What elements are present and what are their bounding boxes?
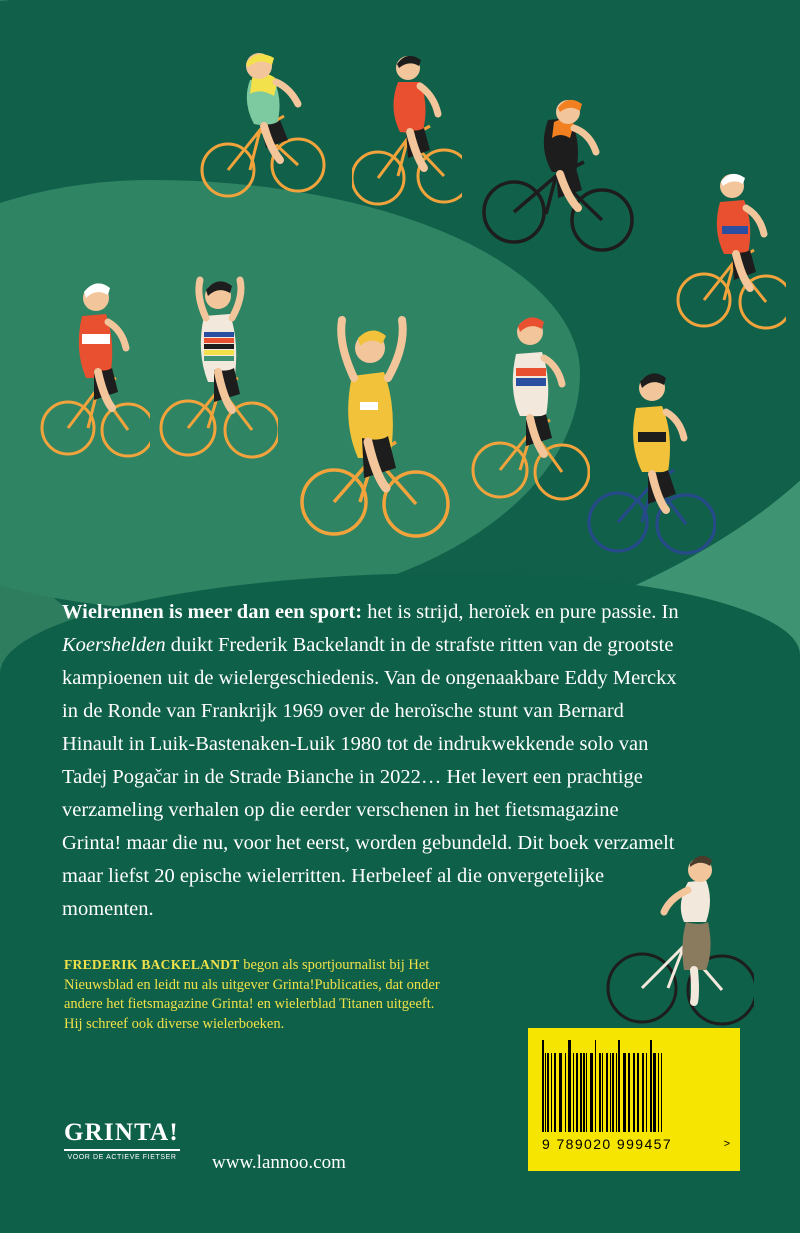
rider-orange-black-icon bbox=[482, 84, 642, 259]
grinta-logo bbox=[64, 1120, 180, 1161]
rider-red-right-icon bbox=[676, 150, 786, 340]
barcode-number: 9 789020 999457 bbox=[542, 1136, 672, 1152]
rider-yellow-jersey-arms-up-icon bbox=[292, 284, 452, 554]
grinta-logo-tagline: VOOR DE ACTIEVE FIETSER bbox=[67, 1154, 177, 1161]
author-name: FREDERIK BACKELANDT bbox=[64, 957, 240, 972]
blurb-book-title: Koershelden bbox=[62, 634, 166, 656]
author-bio-text: begon als sportjournalist bij Het Nieuwsblad en leidt nu als uitgever Grinta!Publicaties, dat onder andere het fietsmagazine Grinta! en wielerblad Titanen uitgeeft. Hij schreef ook diverse wielerboeken. bbox=[64, 957, 440, 1032]
rider-dutch-jersey-icon bbox=[470, 288, 590, 508]
blurb-part-2: duikt Frederik Backelandt in de strafste ritten van de grootste kampioenen uit de wielergeschiedenis. Van de ongenaakbare Eddy Merckx in de Ronde van Frankrijk 1969 over de heroïsche stunt van Bernard Hinault in Luik-Bastenaken-Luik 1980 tot de indrukwekkende solo van Tadej Pogačar in de Strade Bianche in 2022… Het levert een prachtige verzameling verhalen op die eerder verschenen in het fietsmagazine Grinta! maar die nu, voor het eerst, worden gebundeld. Dit boek verzamelt maar liefst 20 epische wielerritten. Herbeleef al die onvergetelijke momenten. bbox=[62, 634, 677, 920]
back-cover-blurb bbox=[62, 596, 682, 926]
author-bio bbox=[64, 955, 444, 1034]
barcode-caret: > bbox=[723, 1138, 730, 1150]
blurb-lead: Wielrennen is meer dan een sport: bbox=[62, 601, 363, 623]
grinta-logo-wordmark: GRINTA! bbox=[64, 1120, 180, 1151]
rider-yellow-black-icon bbox=[586, 348, 716, 564]
publisher-website: www.lannoo.com bbox=[212, 1152, 346, 1173]
rider-red-jersey-icon bbox=[352, 26, 462, 216]
barcode bbox=[528, 1028, 740, 1171]
rider-green-jersey-icon bbox=[198, 20, 328, 210]
barcode-bars bbox=[542, 1040, 726, 1132]
rider-rainbow-arms-up-icon bbox=[158, 232, 278, 472]
blurb-part-1: het is strijd, heroïek en pure passie. In bbox=[362, 601, 679, 623]
rider-white-cap-icon bbox=[40, 238, 150, 468]
